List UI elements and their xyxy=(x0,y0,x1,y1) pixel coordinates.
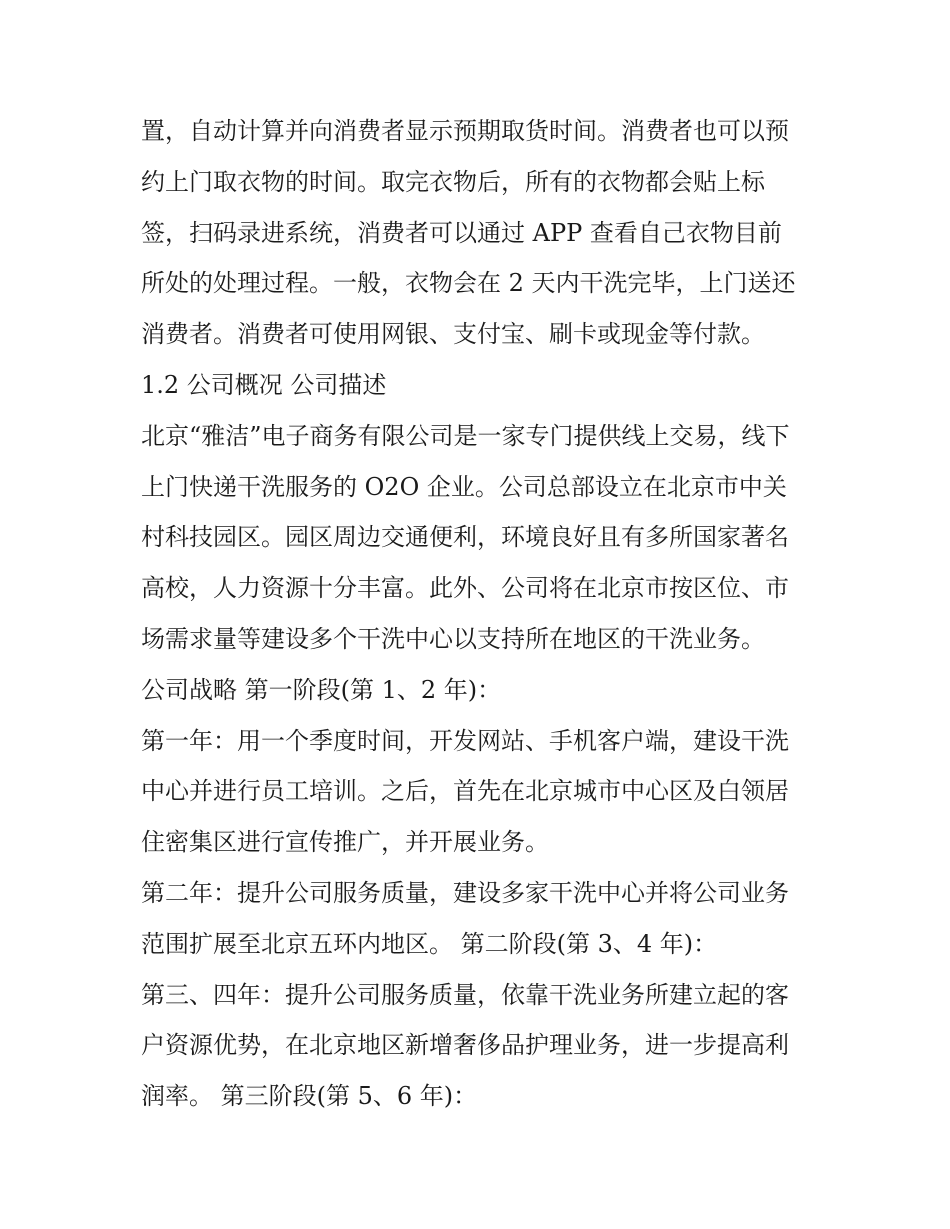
text-line: 约上门取衣物的时间。取完衣物后，所有的衣物都会贴上标 xyxy=(141,167,765,196)
text-line: 住密集区进行宣传推广，并开展业务。 xyxy=(141,828,549,857)
text-line: 消费者。消费者可使用网银、支付宝、刷卡或现金等付款。 xyxy=(141,320,765,349)
strategy-heading: 公司战略 第一阶段(第 1、2 年)： xyxy=(141,675,502,704)
text-line: 第三、四年：提升公司服务质量，依靠干洗业务所建立起的客 xyxy=(141,980,789,1009)
text-line: 上门快递干洗服务的 O2O 企业。公司总部设立在北京市中关 xyxy=(141,472,787,501)
text-line: 置，自动计算并向消费者显示预期取货时间。消费者也可以预 xyxy=(141,117,789,145)
text-line: 润率。 第三阶段(第 5、6 年)： xyxy=(141,1082,478,1111)
text-line: 范围扩展至北京五环内地区。 第二阶段(第 3、4 年)： xyxy=(141,929,718,958)
document-body xyxy=(141,106,813,1122)
section-heading: 1.2 公司概况 公司描述 xyxy=(141,370,387,399)
text-line: 户资源优势，在北京地区新增奢侈品护理业务，进一步提高利 xyxy=(141,1031,789,1060)
text-line: 中心并进行员工培训。之后，首先在北京城市中心区及白领居 xyxy=(141,777,789,806)
text-line: 签，扫码录进系统，消费者可以通过 APP 查看自己衣物目前 xyxy=(141,218,782,247)
text-line: 第二年：提升公司服务质量，建设多家干洗中心并将公司业务 xyxy=(141,878,789,907)
text-line: 村科技园区。园区周边交通便利，环境良好且有多所国家著名 xyxy=(141,523,789,552)
text-line: 第一年：用一个季度时间，开发网站、手机客户端，建设干洗 xyxy=(141,726,789,755)
text-line: 高校，人力资源十分丰富。此外、公司将在北京市按区位、市 xyxy=(141,574,789,603)
text-line: 场需求量等建设多个干洗中心以支持所在地区的干洗业务。 xyxy=(141,624,765,653)
text-line: 北京“雅洁”电子商务有限公司是一家专门提供线上交易，线下 xyxy=(141,421,790,450)
text-line: 所处的处理过程。一般，衣物会在 2 天内干洗完毕，上门送还 xyxy=(141,269,796,298)
